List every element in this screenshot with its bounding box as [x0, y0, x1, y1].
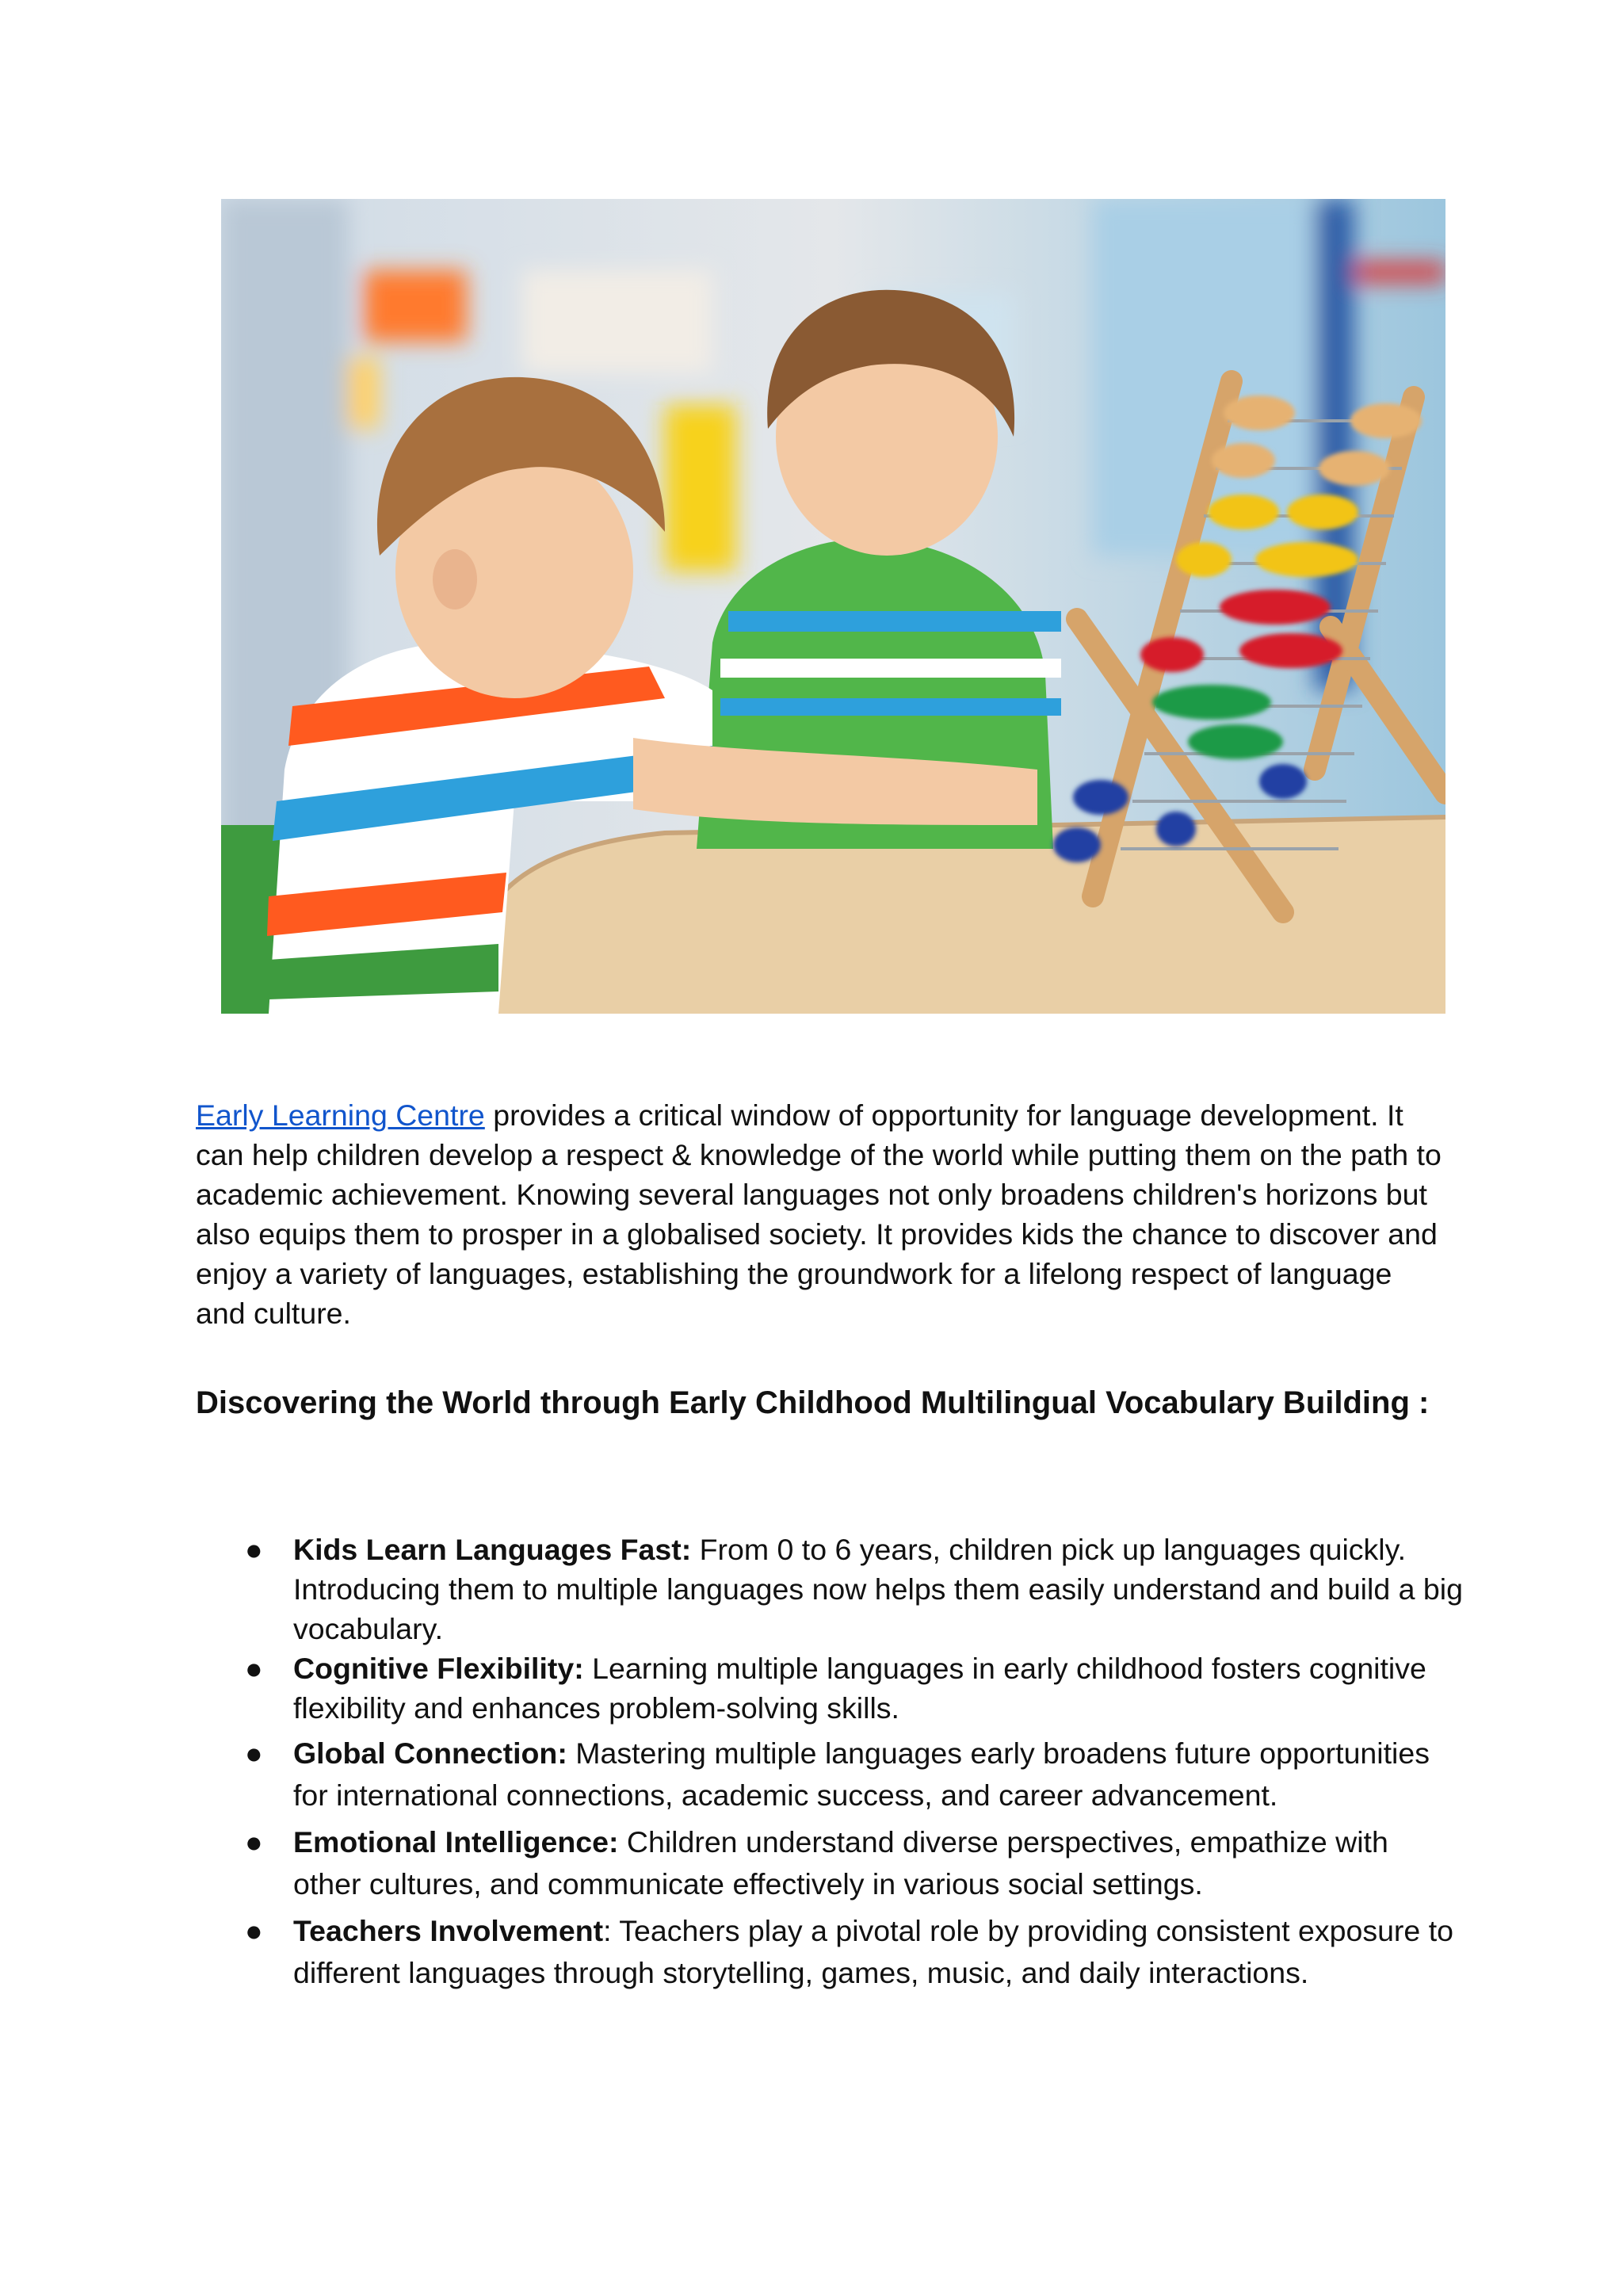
early-learning-centre-link[interactable]: Early Learning Centre: [196, 1098, 485, 1132]
list-item: [196, 1530, 1464, 1648]
intro-paragraph: [196, 1095, 1448, 1333]
item-text: : Teachers play a pivotal role by providing consistent exposure to different languages through storytelling, games, music, and daily interactions.: [293, 1914, 1453, 1989]
item-title: Teachers Involvement: [293, 1914, 604, 1947]
bullet-icon: ●: [245, 1914, 263, 1947]
section-heading: Discovering the World through Early Childhood Multilingual Vocabulary Building :: [196, 1385, 1430, 1420]
list-item: [196, 1733, 1464, 1817]
intro-body: provides a critical window of opportunity for language development. It can help children develop a respect & knowledge of the world while putting them on the path to academic achievement. Knowing several languages not only broadens children's horizons but also equips them to prosper in a globalised society. It provides kids the chance to discover and enjoy a variety of languages, establishing the groundwork for a lifelong respect of language and culture.: [196, 1098, 1442, 1330]
children-abacus-photo: [221, 199, 1445, 1014]
bullet-icon: ●: [245, 1825, 263, 1859]
bullet-icon: ●: [245, 1652, 263, 1685]
item-text: Mastering multiple languages early broadens future opportunities for international connections, academic success, and career advancement.: [293, 1736, 1430, 1812]
item-title: Global Connection:: [293, 1736, 567, 1770]
list-item: [196, 1648, 1464, 1728]
benefits-list: [196, 1530, 1464, 1994]
item-title: Emotional Intelligence:: [293, 1825, 619, 1859]
list-item: [196, 1821, 1464, 1905]
item-text: Children understand diverse perspectives, empathize with other cultures, and communicate effectively in various social settings.: [293, 1825, 1388, 1901]
item-text: Learning multiple languages in early childhood fosters cognitive flexibility and enhances problem-solving skills.: [293, 1652, 1426, 1725]
item-title: Cognitive Flexibility:: [293, 1652, 584, 1685]
list-item: [196, 1910, 1464, 1994]
item-title: Kids Learn Languages Fast:: [293, 1533, 692, 1566]
bullet-icon: ●: [245, 1533, 263, 1566]
item-text: From 0 to 6 years, children pick up languages quickly. Introducing them to multiple languages now helps them easily understand and build a big vocabulary.: [293, 1533, 1463, 1645]
bullet-icon: ●: [245, 1736, 263, 1770]
